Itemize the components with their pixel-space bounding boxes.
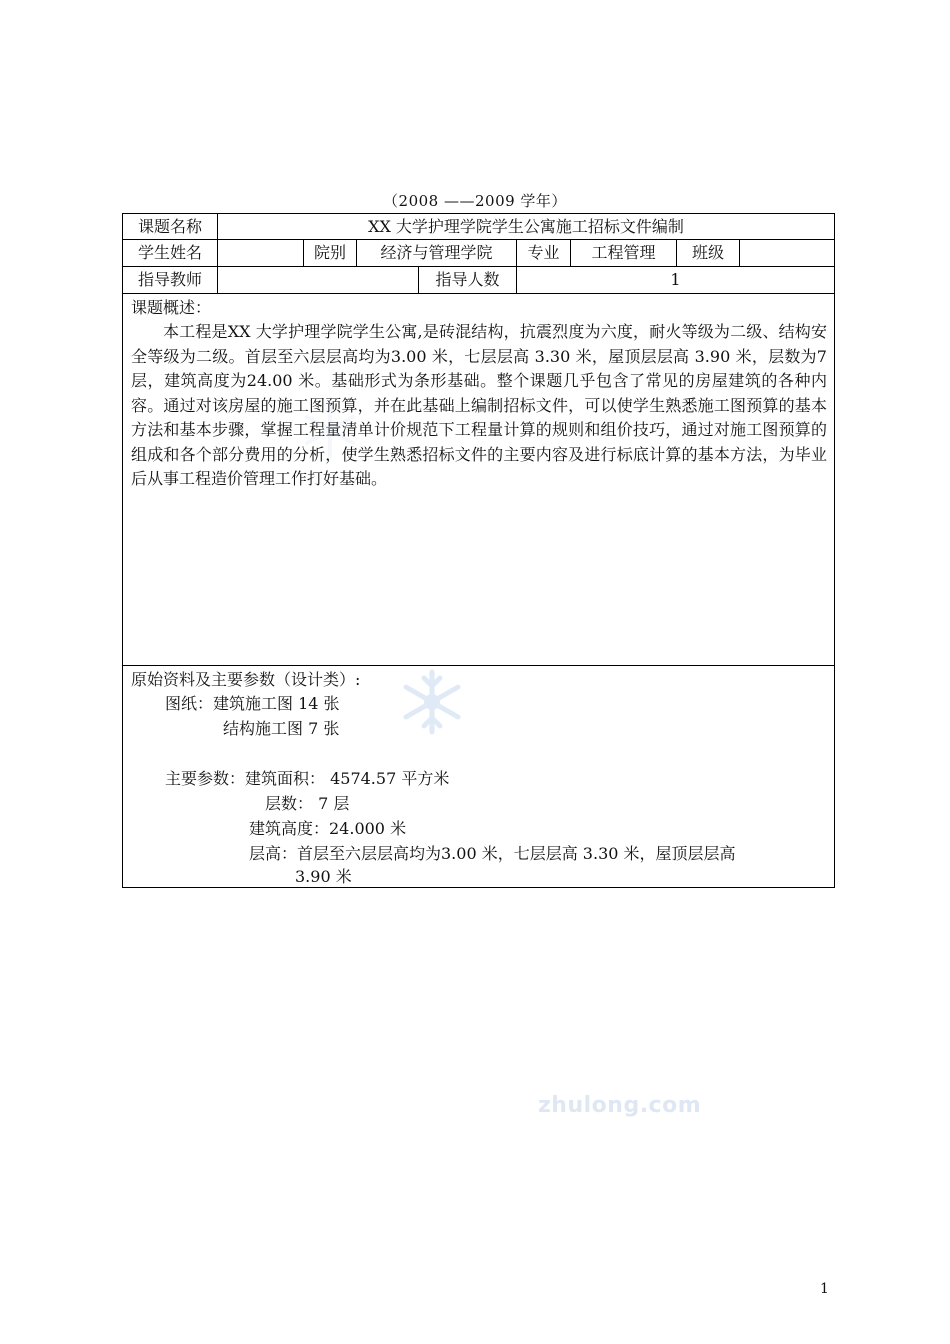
params-line-1: 主要参数：建筑面积： 4574.57 平方米 [165,769,450,788]
major-value: 工程管理 [571,240,677,266]
topic-label: 课题名称 [123,214,218,239]
count-label: 指导人数 [419,267,517,293]
major-label: 专业 [517,240,571,266]
params-line-5: 3.90 米 [295,867,352,886]
topic-row [123,214,834,240]
materials-label: 原始资料及主要参数（设计类）: [131,670,361,689]
advisor-label: 指导教师 [123,267,218,293]
class-label: 班级 [677,240,740,266]
class-value [740,240,834,266]
topic-value: XX 大学护理学院学生公寓施工招标文件编制 [368,216,684,236]
snowflake-watermark-icon [300,400,360,460]
dept-label: 院别 [304,240,357,266]
thesis-form-table [122,213,835,888]
overview-paragraph: 本工程是XX 大学护理学院学生公寓,是砖混结构，抗震烈度为六度，耐火等级为二级、结构安全等级为二级。首层至六层层高均为3.00 米，七层层高 3.30 米，屋顶层层高 3.90 米，层数为7 层，建筑高度为24.00 米。基础形式为条形基础。整个课题几乎包含了常见的房屋建筑的各种内容。通过对该房屋的施工图预算，并在此基础上编制招标文件，可以使学生熟悉施工图预算的基本方法和基本步骤，掌握工程量清单计价规范下工程量计算的规则和组价技巧，通过对施工图预算的组成和各个部分费用的分析，使学生熟悉招标文件的主要内容及进行标底计算的基本方法，为毕业后从事工程造价管理工作打好基础。 [131,322,827,488]
drawings-line-1: 图纸：建筑施工图 14 张 [165,694,340,713]
academic-year: （2008 ——2009 学年） [383,192,567,210]
snowflake-logo-icon [398,668,466,736]
advisor-value [218,267,419,293]
overview-label: 课题概述： [131,298,212,317]
advisor-row [123,267,834,294]
page-number: 1 [820,1281,829,1297]
drawings-line-2: 结构施工图 7 张 [223,719,340,738]
params-line-2: 层数： 7 层 [265,794,350,813]
student-row [123,240,834,267]
student-value [218,240,304,266]
dept-value: 经济与管理学院 [357,240,517,266]
count-value: 1 [670,270,681,289]
materials-section [123,666,834,887]
params-line-4: 层高：首层至六层层高均为3.00 米，七层层高 3.30 米，屋顶层层高 [249,844,736,863]
zhulong-watermark: zhulong.com [538,1093,702,1118]
overview-section [123,294,834,666]
params-line-3: 建筑高度：24.000 米 [249,819,407,838]
student-label: 学生姓名 [123,240,218,266]
